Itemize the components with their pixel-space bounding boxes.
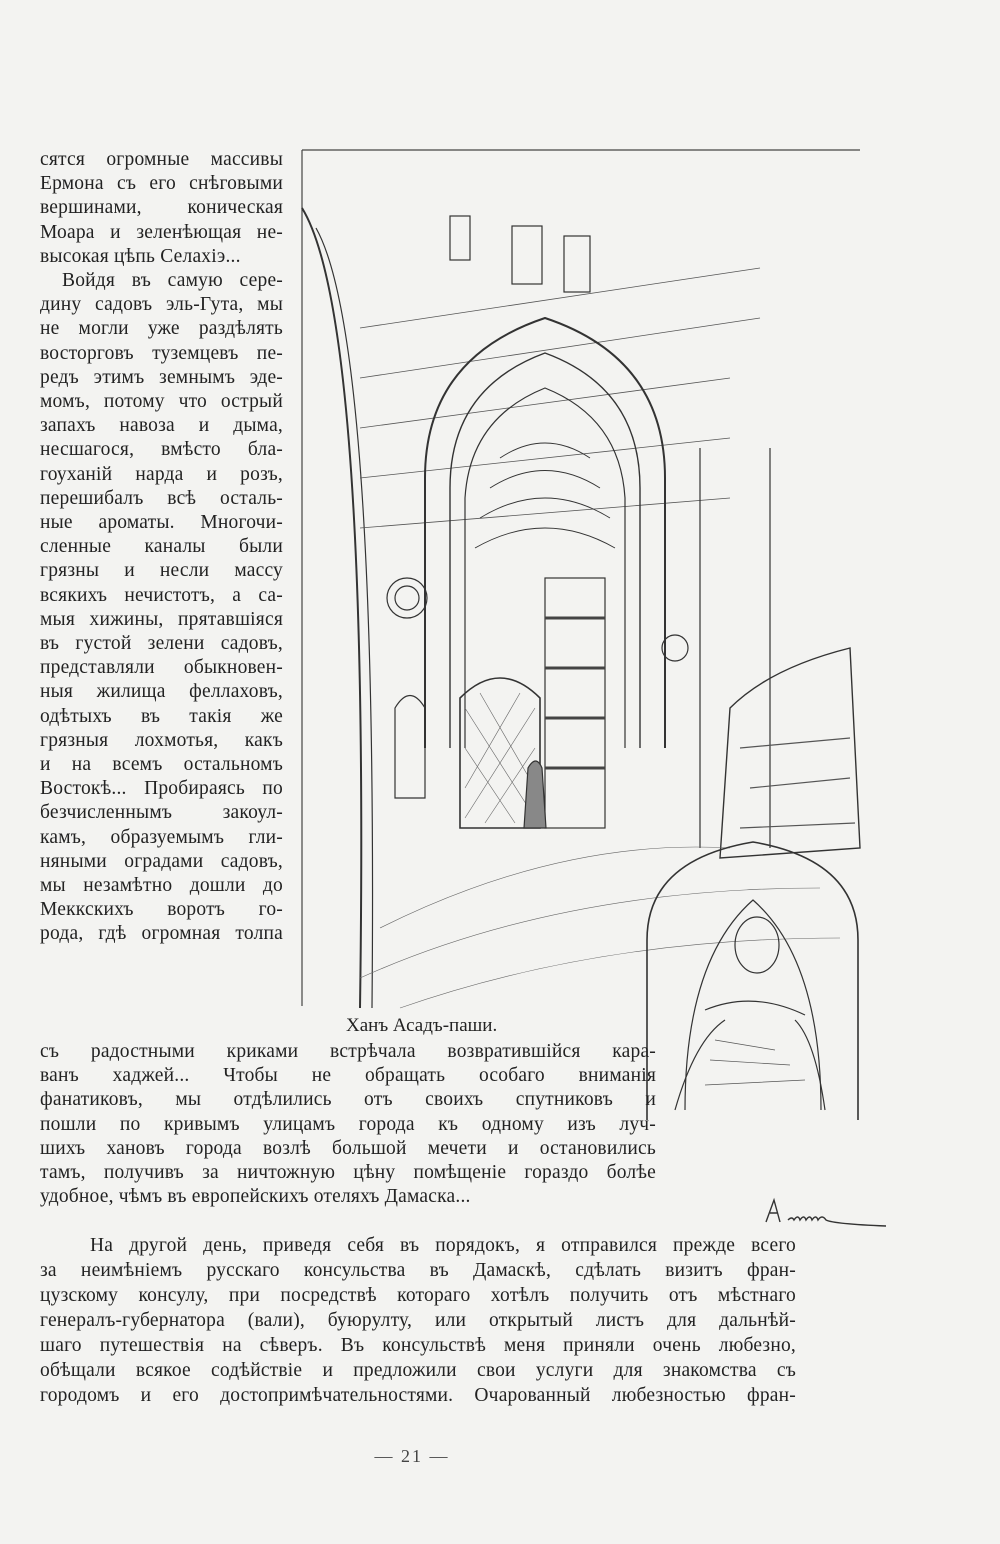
text-line: момъ, потому что острый — [40, 391, 283, 412]
text-line: генералъ-губернатора (вали), буюрулту, или открытый листъ для дальнѣй- — [40, 1310, 796, 1331]
text-line: редъ этимъ земнымъ эде- — [40, 366, 283, 388]
text-line: восторговъ туземцевъ пе- — [40, 342, 283, 364]
text-line: не могли уже раздѣлять — [40, 318, 283, 340]
text-line: пошли по кривымъ улицамъ города къ одному изъ луч- — [40, 1113, 656, 1135]
text-line: На другой день, приведя себя въ порядокъ, я отправился прежде всего — [90, 1235, 796, 1256]
text-line: представляли обыкновен- — [40, 657, 283, 679]
text-line: фанатиковъ, мы отдѣлились отъ своихъ спутниковъ и — [40, 1089, 656, 1111]
text-line: Меккскихъ воротъ го- — [40, 899, 283, 921]
text-line: одѣтыхъ въ такія же — [40, 705, 283, 727]
text-line: ныя жилища феллаховъ, — [40, 681, 283, 703]
page-number: — 21 — — [374, 1446, 450, 1466]
text-line: мы незамѣтно дошли до — [40, 875, 283, 896]
text-line: безчисленнымъ закоул- — [40, 802, 283, 824]
text-line: гоуханій нарда и розъ, — [40, 463, 283, 485]
text-line: сятся огромные массивы — [40, 149, 283, 170]
text-line: шаго путешествія на сѣверъ. Въ консульствѣ меня приняли очень любезно, — [40, 1335, 796, 1356]
text-line: съ радостными криками встрѣчала возвратившійся кара- — [40, 1041, 656, 1062]
seated-figure-illustration — [645, 840, 860, 1120]
text-line: и на всемъ остальномъ — [40, 754, 283, 775]
text-line: Моара и зеленѣющая не- — [40, 221, 283, 243]
text-line: Ермона съ его снѣговыми — [40, 173, 283, 195]
text-line: удобное, чѣмъ въ европейскихъ отеляхъ Дамаска... — [40, 1186, 471, 1208]
text-line: цузскому консулу, при посредствѣ котораго хотѣлъ получить отъ мѣстнаго — [40, 1285, 796, 1306]
text-line: Войдя въ самую сере- — [62, 270, 283, 291]
text-line: рода, гдѣ огромная толпа — [40, 923, 283, 945]
text-line: за неимѣніемъ русскаго консульства въ Дамаскѣ, сдѣлать визитъ фран- — [40, 1260, 796, 1281]
figure-caption: Ханъ Асадъ-паши. — [346, 1015, 498, 1036]
text-line: Востокѣ... Пробираясь по — [40, 778, 283, 800]
text-line: няными оградами садовъ, — [40, 850, 283, 872]
text-line: обѣщали всякое содѣйствіе и предложили свои услуги для знакомства съ — [40, 1360, 796, 1381]
text-line: запахъ навоза и дыма, — [40, 415, 283, 437]
text-line: ные ароматы. Многочи- — [40, 512, 283, 533]
artist-signature — [760, 1194, 890, 1228]
text-line: шихъ хановъ города возлѣ большой мечети и остановились — [40, 1137, 656, 1159]
text-line: ванъ хаджей... Чтобы не обращать особаго вниманія — [40, 1065, 656, 1087]
text-line: грязны и несли массу — [40, 560, 283, 582]
text-line: городомъ и его достопримѣчательностями. Очарованный любезностью фран- — [40, 1385, 796, 1406]
text-line: всякихъ нечистотъ, а са- — [40, 584, 283, 606]
text-line: камъ, образуемымъ гли- — [40, 826, 283, 848]
text-line: несшагося, вмѣсто бла- — [40, 439, 283, 461]
text-line: грязныя лохмотья, какъ — [40, 729, 283, 751]
text-line: сленные каналы были — [40, 536, 283, 558]
text-line: въ густой зелени садовъ, — [40, 633, 283, 654]
text-line: перешибалъ всѣ осталь- — [40, 487, 283, 509]
text-line: высокая цѣпь Селахіэ... — [40, 245, 241, 267]
text-line: вершинами, коническая — [40, 197, 283, 219]
text-line: дину садовъ эль-Гута, мы — [40, 294, 283, 316]
text-line: мыя хижины, прятавшіяся — [40, 608, 283, 630]
text-line: тамъ, получивъ за ничтожную цѣну помѣщеніе гораздо болѣе — [40, 1162, 656, 1183]
